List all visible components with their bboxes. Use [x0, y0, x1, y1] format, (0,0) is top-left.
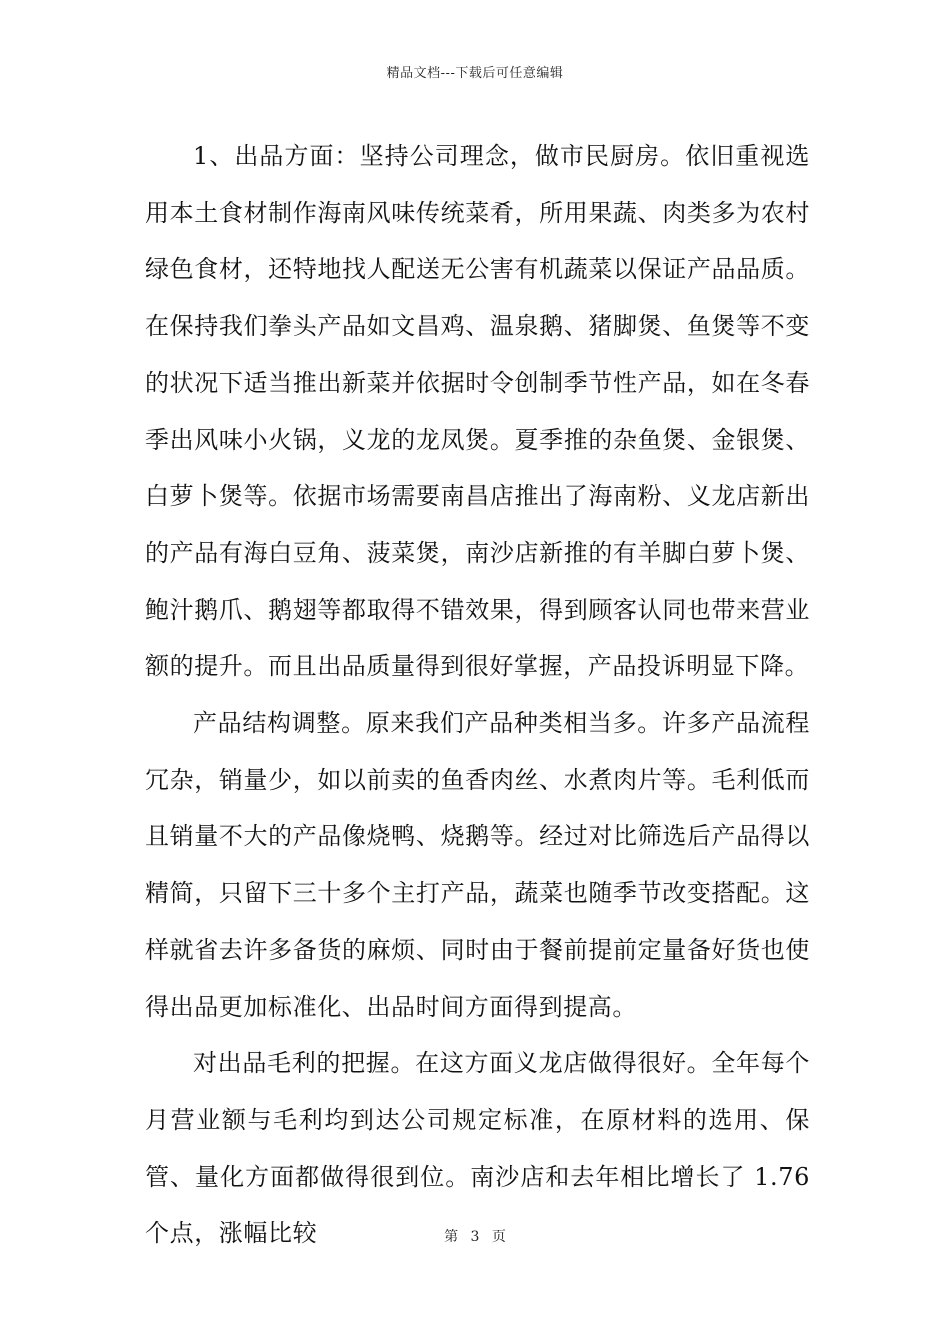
page-header: 精品文档---下载后可任意编辑	[386, 66, 564, 81]
page-number: 3	[470, 1229, 480, 1245]
page-footer	[0, 1226, 950, 1246]
page-number-prefix: 第	[444, 1229, 459, 1245]
paragraph-product-structure: 产品结构调整。原来我们产品种类相当多。许多产品流程冗杂，销量少，如以前卖的鱼香肉丝、水煮肉片等。毛利低而且销量不大的产品像烧鸭、烧鹅等。经过对比筛选后产品得以精简，只留下三十多个主打产品，蔬菜也随季节改变搭配。这样就省去许多备货的麻烦、同时由于餐前提前定量备好货也使得出品更加标准化、出品时间方面得到提高。	[145, 709, 810, 1021]
paragraph-product-output: 1、出品方面：坚持公司理念，做市民厨房。依旧重视选用本土食材制作海南风味传统菜肴，所用果蔬、肉类多为农村绿色食材，还特地找人配送无公害有机蔬菜以保证产品品质。在保持我们拳头产品如文昌鸡、温泉鹅、猪脚煲、鱼煲等不变的状况下适当推出新菜并依据时令创制季节性产品，如在冬春季出风味小火锅，义龙的龙凤煲。夏季推的杂鱼煲、金银煲、白萝卜煲等。依据市场需要南昌店推出了海南粉、义龙店新出的产品有海白豆角、菠菜煲，南沙店新推的有羊脚白萝卜煲、鲍汁鹅爪、鹅翅等都取得不错效果，得到顾客认同也带来营业额的提升。而且出品质量得到很好掌握，产品投诉明显下降。	[145, 142, 810, 681]
document-body	[145, 128, 810, 1262]
paragraph-gross-margin: 对出品毛利的把握。在这方面义龙店做得很好。全年每个月营业额与毛利均到达公司规定标准，在原材料的选用、保管、量化方面都做得很到位。南沙店和去年相比增长了 1.76 个点，涨幅比较	[145, 1049, 810, 1248]
page-number-suffix: 页	[491, 1229, 506, 1245]
